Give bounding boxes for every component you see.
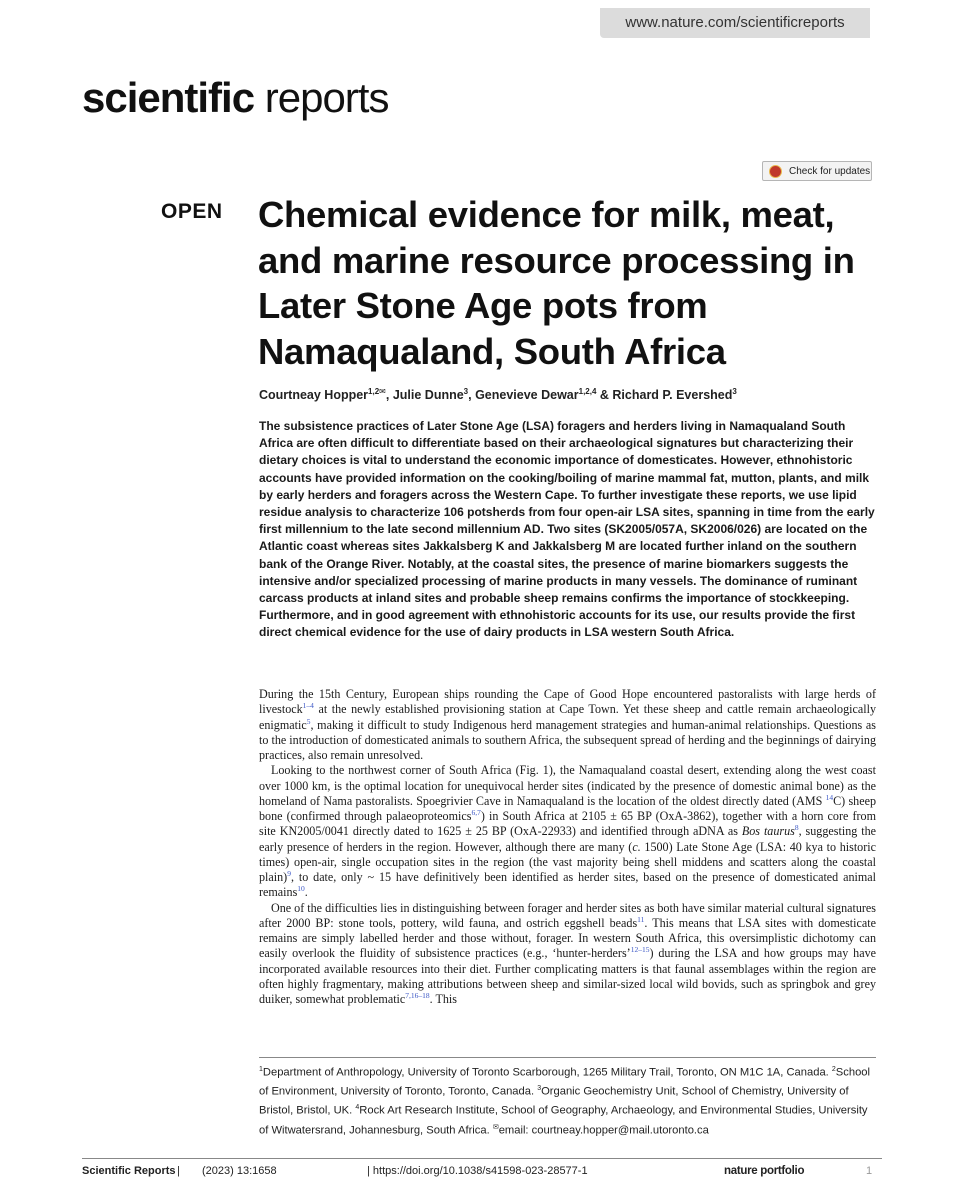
author-affiliation-marker: 3	[463, 387, 469, 396]
author-separator: ,	[385, 388, 393, 403]
abstract: The subsistence practices of Later Stone Age (LSA) foragers and herders living in Namaqualand South Africa are often difficult to differentiate based on their archaeological signatures but characterizing their dietary choices is vital to understand the economic importance of domesticates. However, ethnohistoric accounts have provided information on the cooking/boiling of marine mammal fat, mutton, plants, and milk by early herders and foragers across the Western Cape. To further investigate these reports, we use lipid residue analysis to characterize 106 potsherds from four open-air LSA sites, spanning in time from the early first millennium to the late second millennium AD. Two sites (SK2005/057A, SK2006/026) are located on the Atlantic coast whereas sites Jakkalsberg K and Jakkalsberg M are located further inland on the southern bank of the Orange River. Notably, at the coastal sites, the presence of marine biomarkers suggests the intensive and/or specialized processing of marine products in many vessels. The dominance of ruminant carcass products at inland sites and probable sheep remains confirms the importance of stockkeeping. Furthermore, and in good agreement with ethnohistoric accounts for its use, our results provide the first direct chemical evidence for the use of dairy products in LSA western South Africa.	[259, 419, 875, 640]
text-run: School of Environment, University of Toronto, Toronto, Canada.	[259, 1066, 871, 1098]
footer-journal: Scientific Reports	[82, 1165, 176, 1177]
text-run: ) in South Africa at 2105 ± 65 BP (OxA-3862), together with a horn core from site KN2005/0041 directly dated to 1625 ± 25 BP (OxA-22933) and identified through aDNA as	[259, 809, 876, 839]
body-text	[259, 687, 876, 1007]
reference-superscript[interactable]: 12–15	[630, 945, 650, 955]
reference-superscript[interactable]: 11	[637, 914, 645, 924]
text-run: , to date, only ~ 15 have definitively been identified as herder sites, based on the presence of domesticated animal remains	[259, 870, 876, 900]
author-list	[259, 387, 869, 402]
reference-superscript[interactable]: 1	[259, 1066, 263, 1073]
crossmark-icon	[769, 165, 782, 178]
author-name[interactable]: Courtneay Hopper	[259, 388, 369, 403]
reference-superscript[interactable]: 10	[297, 884, 305, 894]
text-run: During the 15th Century, European ships rounding the Cape of Good Hope encountered pastoralists with large herds of livestock	[259, 687, 876, 717]
journal-logo	[82, 74, 388, 122]
text-run: c.	[632, 839, 641, 854]
text-run: Looking to the northwest corner of South Africa (Fig. 1), the Namaqualand coastal desert, extending along the west coast over 1000 km, is the optimal location for unequivocal herder sites (indicated by the presence of domestic animal bone) as the homeland of Nama pastoralists. Spoegrivier Cave in Namaqualand is the location of the oldest directly dated (AMS	[259, 763, 876, 808]
text-run: 1500) Late Stone Age (LSA: 40 kya to historic times) open-air, single occupation sites in the region (the vast majority being shell middens and scatters along the coastal plain)	[259, 839, 876, 884]
text-run: C) sheep bone (confirmed through palaeoproteomics	[259, 793, 877, 823]
footer-publisher-logo: nature portfolio	[724, 1165, 805, 1177]
author-name[interactable]: Genevieve Dewar	[475, 388, 579, 403]
body-paragraph-3	[259, 901, 876, 1008]
body-paragraph-1	[259, 687, 876, 763]
text-run: ) during the LSA and how groups may have incorporated available resources into their diet. Further complicating matters is that faunal assemblages within the region are often highly fragmentary, making attributions between sheep and similar-sized local wild bovids, such as springbok and grey duiker, somewhat problematic	[259, 946, 876, 1006]
text-run: Organic Geochemistry Unit, School of Chemistry, University of Bristol, Bristol, UK.	[259, 1085, 849, 1118]
text-run: , making it difficult to study Indigenous herd management strategies and human-animal relationships. Questions as to the introduction of domesticated animals to southern Africa, the subsequent spread of herding and the beginnings of dairying practices, also remain unresolved.	[259, 717, 876, 762]
reference-superscript[interactable]: 1–4	[302, 701, 314, 711]
reference-superscript[interactable]: 6,7	[471, 807, 481, 817]
text-run: .	[304, 885, 308, 900]
text-run: Bos taurus	[741, 824, 795, 839]
journal-logo-light: reports	[264, 74, 389, 121]
open-access-label: OPEN	[161, 200, 223, 223]
text-run: . This	[429, 992, 457, 1006]
text-run: at the newly established provisioning station at Cape Town. Yet these sheep and cattle remain archaeologically enigmatic	[259, 702, 876, 732]
reference-superscript[interactable]: 4	[355, 1104, 360, 1112]
reference-superscript[interactable]: 14	[825, 792, 834, 802]
author-affiliation-marker: 1,2,4	[578, 387, 597, 396]
author-separator: ,	[468, 388, 476, 403]
text-run: . This means that LSA sites with domesticate remains are simply labelled herder and those without, forager. In western South Africa, this oversimplistic dichotomy can easily overlook the fluidity of subsistence practices (e.g., ‘hunter-herders’	[259, 915, 876, 961]
reference-superscript[interactable]: ✉	[492, 1123, 499, 1131]
author-name[interactable]: Richard P. Evershed	[612, 388, 733, 403]
author-affiliation-marker: 1,2✉	[368, 387, 386, 396]
text-run: , suggesting the early presence of herders in the region. However, although there are many (	[259, 824, 876, 854]
journal-logo-bold: scientific	[82, 74, 255, 121]
page-footer	[82, 1158, 882, 1179]
footer-page-number: 1	[866, 1165, 873, 1177]
reference-superscript[interactable]: 8	[794, 823, 799, 833]
journal-url-tab[interactable]: www.nature.com/scientificreports	[600, 8, 870, 38]
reference-superscript[interactable]: 2	[831, 1066, 836, 1073]
author-name[interactable]: Julie Dunne	[392, 388, 464, 403]
affiliations	[259, 1057, 876, 1139]
check-for-updates-button[interactable]	[762, 161, 872, 181]
text-run: email: courtneay.hopper@mail.utoronto.ca	[498, 1124, 709, 1137]
author-affiliation-marker: 3	[732, 387, 737, 396]
article-title: Chemical evidence for milk, meat, and marine resource processing in Later Stone Age pots from Namaqualand, South Africa	[258, 194, 855, 372]
footer-doi-link[interactable]: | https://doi.org/10.1038/s41598-023-28577-1	[367, 1165, 588, 1177]
footer-separator: |	[177, 1165, 180, 1177]
reference-superscript[interactable]: 3	[537, 1085, 542, 1093]
check-for-updates-label: Check for updates	[789, 166, 871, 177]
footer-volume: (2023) 13:1658	[202, 1165, 277, 1177]
text-run: One of the difficulties lies in distinguishing between forager and herder sites as both have similar material cultural signatures after 2000 BP: stone tools, pottery, wild fauna, and ostrich eggshell beads	[259, 900, 876, 930]
text-run: Department of Anthropology, University of Toronto Scarborough, 1265 Military Trail, Toronto, ON M1C 1A, Canada.	[262, 1066, 832, 1079]
reference-superscript[interactable]: 5	[306, 716, 311, 726]
text-run: Rock Art Research Institute, School of Geography, Archaeology, and Environmental Studies, University of Witwatersrand, Johannesburg, South Africa.	[259, 1105, 868, 1137]
author-separator: &	[596, 388, 613, 403]
reference-superscript[interactable]: 9	[287, 868, 291, 878]
reference-superscript[interactable]: 7,16–18	[405, 990, 430, 1000]
body-paragraph-2	[259, 763, 876, 900]
